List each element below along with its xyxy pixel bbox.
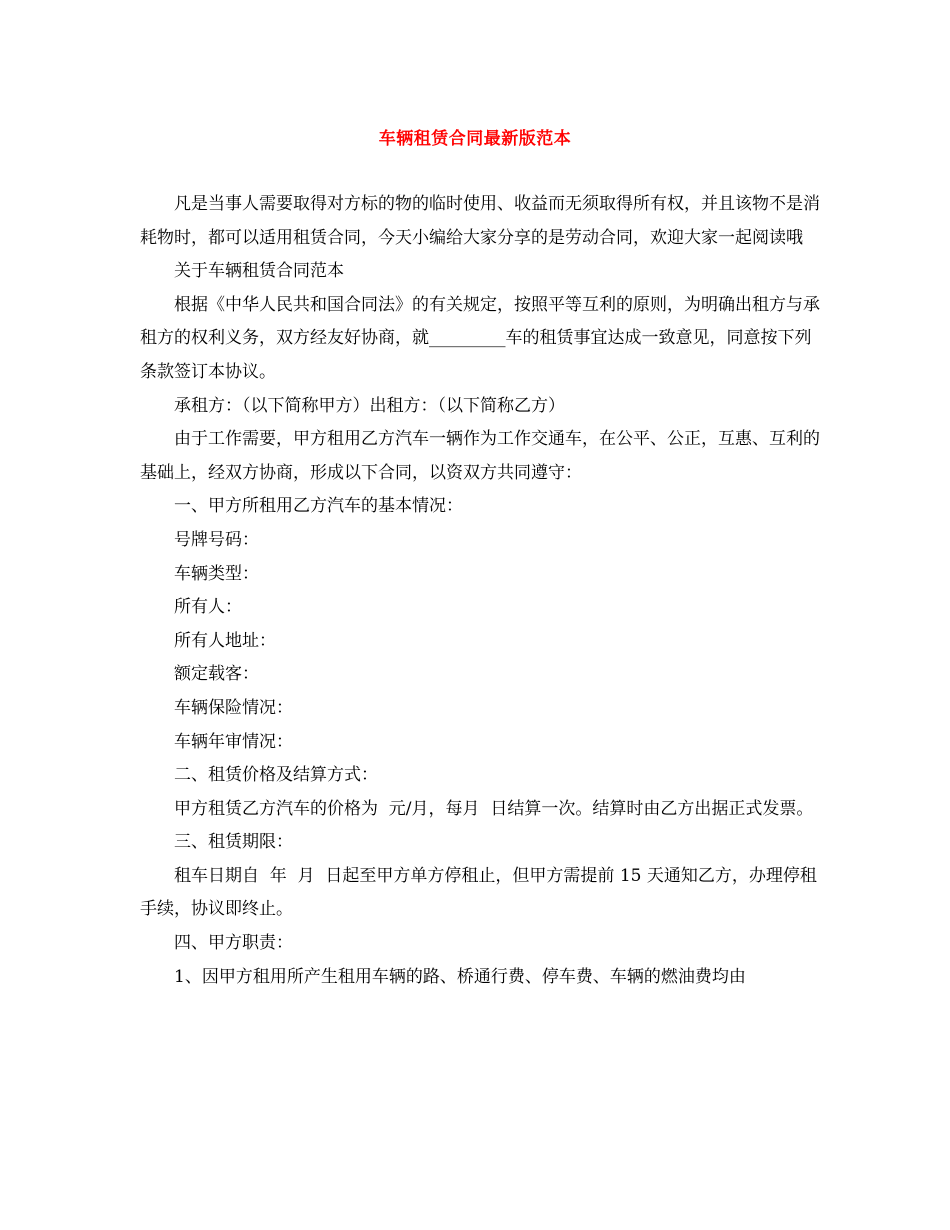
paragraph-intro: 凡是当事人需要取得对方标的物的临时使用、收益而无须取得所有权，并且该物不是消耗物时，都可以适用租赁合同，今天小编给大家分享的是劳动合同，欢迎大家一起阅读哦: [140, 194, 820, 248]
paragraph-preamble: 根据《中华人民共和国合同法》的有关规定，按照平等互利的原则，为明确出租方与承租方的权利义务，双方经友好协商，就_________车的租赁事宜达成一致意见，同意按下列条款签订本协议。: [140, 294, 820, 382]
field-insurance-status: 车辆保险情况：: [174, 697, 293, 718]
field-plate-number: 号牌号码：: [174, 529, 259, 550]
field-owner: 所有人：: [174, 597, 242, 618]
document-body: [140, 188, 820, 994]
field-owner-address: 所有人地址：: [174, 630, 276, 651]
section-heading-party-a-duties: 四、甲方职责：: [174, 933, 293, 954]
paragraph-parties: 承租方：（以下简称甲方）出租方：（以下简称乙方）: [174, 395, 565, 416]
paragraph-purpose: 由于工作需要，甲方租用乙方汽车一辆作为工作交通车，在公平、公正，互惠、互利的基础上，经双方协商，形成以下合同，以资双方共同遵守：: [140, 429, 820, 483]
paragraph-price-terms: 甲方租赁乙方汽车的价格为 元/月，每月 日结算一次。结算时由乙方出据正式发票。: [174, 798, 814, 819]
field-rated-passengers: 额定载客：: [174, 664, 259, 685]
paragraph-term-details: 租车日期自 年 月 日起至甲方单方停租止，但甲方需提前 15 天通知乙方，办理停租手续，协议即终止。: [140, 865, 817, 920]
document-title: 车辆租赁合同最新版范本: [378, 129, 572, 149]
section-heading-term: 三、租赁期限：: [174, 832, 293, 853]
paragraph-duty-1: 1、因甲方租用所产生租用车辆的路、桥通行费、停车费、车辆的燃油费均由: [174, 966, 746, 987]
section-heading-price: 二、租赁价格及结算方式：: [174, 765, 378, 786]
section-heading-vehicle-info: 一、甲方所租用乙方汽车的基本情况：: [174, 496, 463, 517]
field-annual-inspection: 车辆年审情况：: [174, 731, 293, 752]
paragraph-heading-sample: 关于车辆租赁合同范本: [174, 261, 344, 282]
field-vehicle-type: 车辆类型：: [174, 563, 259, 584]
